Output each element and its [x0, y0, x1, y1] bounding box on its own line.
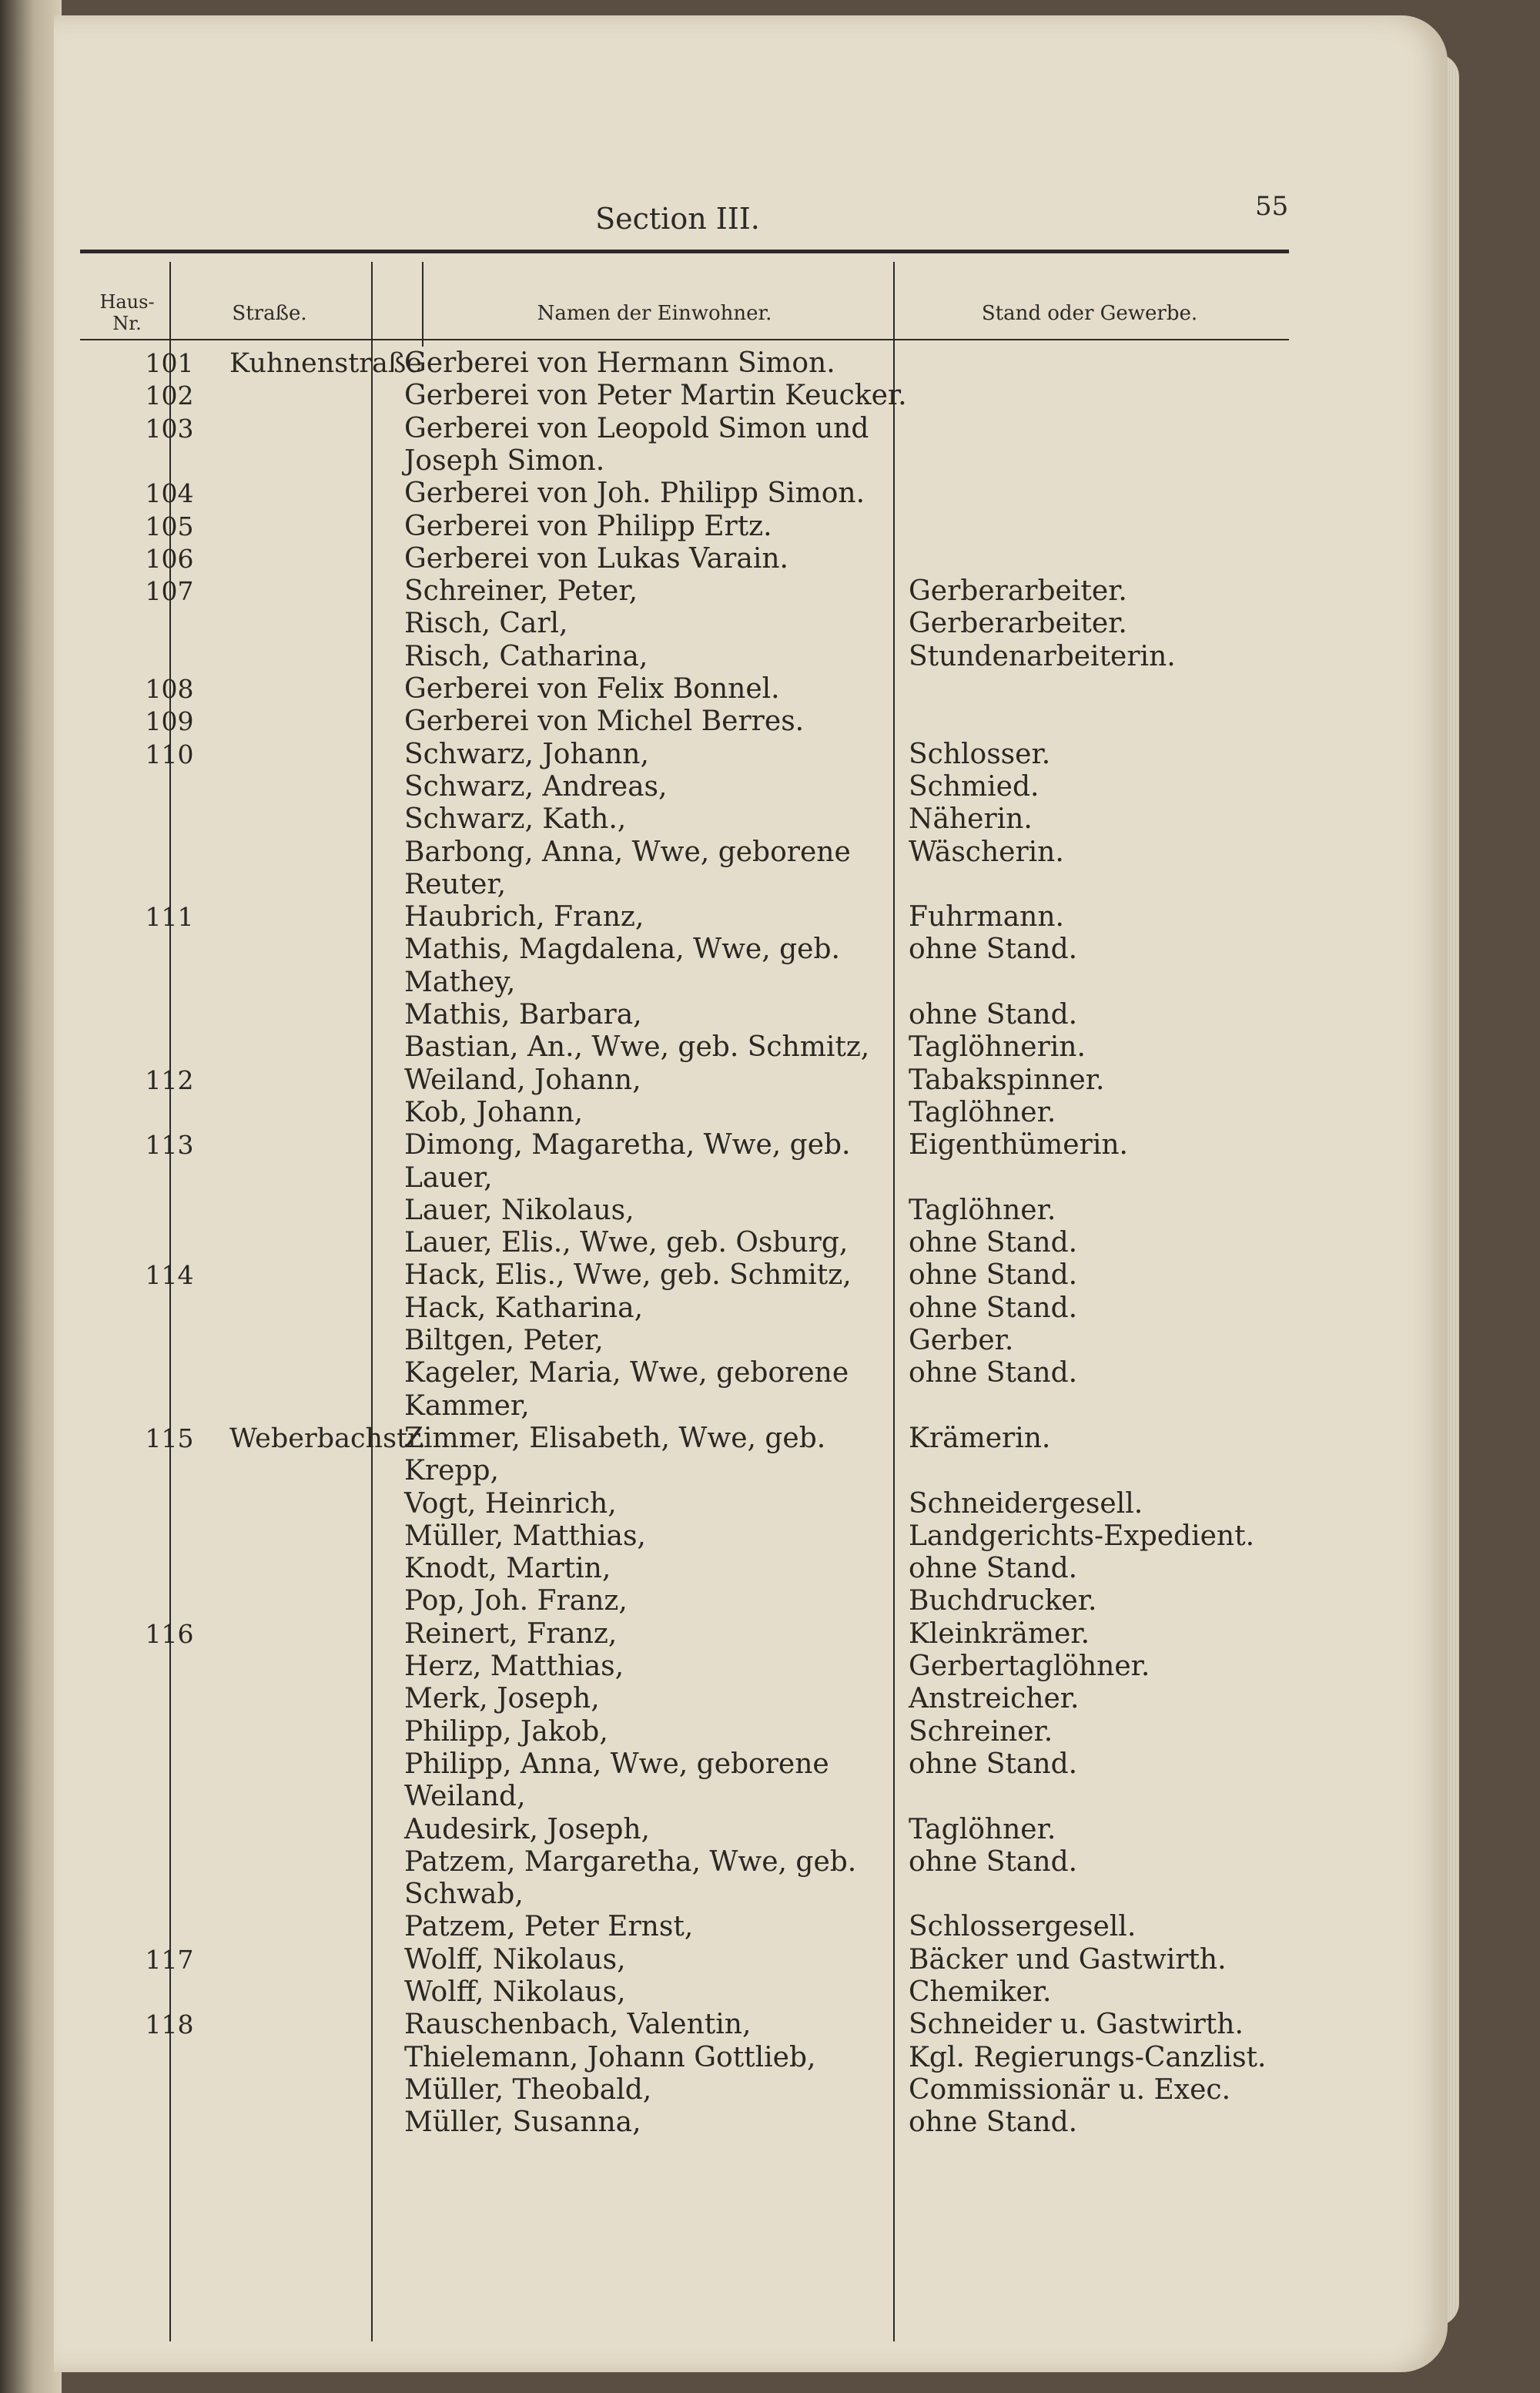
row-stand: Näherin.	[909, 803, 1033, 836]
row-haus-nr: 106	[145, 543, 194, 574]
row-name: Weiland,	[404, 1781, 526, 1813]
row-haus-nr: 112	[145, 1064, 194, 1095]
row-name: Herz, Matthias,	[404, 1651, 624, 1682]
row-name: Lauer, Nikolaus,	[404, 1194, 634, 1226]
row-stand: Taglöhnerin.	[909, 1031, 1086, 1064]
row-haus-nr: 108	[145, 674, 194, 704]
row-name: Patzem, Peter Ernst,	[404, 1911, 694, 1943]
row-name: Biltgen, Peter,	[404, 1325, 604, 1356]
row-name: Joseph Simon.	[404, 444, 605, 477]
row-stand: Buchdrucker.	[909, 1585, 1097, 1617]
row-name: Mathis, Magdalena, Wwe, geb.	[404, 933, 840, 966]
row-haus-nr: 101	[145, 348, 194, 378]
row-name: Barbong, Anna, Wwe, geborene	[404, 836, 851, 868]
row-name: Patzem, Margaretha, Wwe, geb.	[404, 1845, 857, 1878]
row-name: Schreiner, Peter,	[404, 575, 638, 608]
row-stand: Wäscherin.	[909, 836, 1064, 868]
row-name: Gerberei von Felix Bonnel.	[404, 673, 780, 705]
row-name: Schwarz, Andreas,	[404, 770, 668, 803]
row-name: Gerberei von Lukas Varain.	[404, 542, 788, 575]
row-name: Wolff, Nikolaus,	[404, 1943, 626, 1976]
row-name: Dimong, Magaretha, Wwe, geb.	[404, 1129, 851, 1161]
header-stand: Stand oder Gewerbe.	[981, 302, 1198, 325]
row-name: Pop, Joh. Franz,	[404, 1585, 628, 1617]
row-name: Müller, Matthias,	[404, 1520, 646, 1552]
row-haus-nr: 111	[145, 902, 194, 933]
row-stand: Schneidergesell.	[909, 1487, 1143, 1520]
row-stand: Stundenarbeiterin.	[909, 640, 1176, 672]
row-name: Risch, Catharina,	[404, 640, 648, 672]
row-stand: ohne Stand.	[909, 999, 1078, 1031]
row-stand: ohne Stand.	[909, 933, 1078, 966]
row-name: Hack, Katharina,	[404, 1292, 644, 1324]
row-stand: Chemiker.	[909, 1976, 1052, 2008]
row-stand: Gerbertaglöhner.	[909, 1651, 1150, 1682]
header-namen: Namen der Einwohner.	[537, 302, 772, 325]
row-stand: Taglöhner.	[909, 1096, 1056, 1128]
row-name: Reinert, Franz,	[404, 1617, 618, 1650]
row-name: Gerberei von Peter Martin Keucker.	[404, 380, 907, 412]
row-haus-nr: 110	[145, 739, 194, 769]
row-name: Risch, Carl,	[404, 608, 568, 640]
row-stand: Bäcker und Gastwirth.	[909, 1943, 1227, 1976]
row-name: Mathey,	[404, 966, 516, 998]
header-strasse: Straße.	[232, 302, 307, 325]
row-name: Philipp, Jakob,	[404, 1715, 608, 1748]
row-name: Knodt, Martin,	[404, 1553, 611, 1585]
row-haus-nr: 118	[145, 2009, 194, 2040]
row-stand: Landgerichts-Expedient.	[909, 1520, 1255, 1552]
row-strasse: Weberbachstr.	[229, 1423, 427, 1454]
row-name: Lauer,	[404, 1161, 493, 1194]
row-stand: Krämerin.	[909, 1422, 1051, 1454]
row-haus-nr: 116	[145, 1618, 194, 1649]
row-name: Gerberei von Philipp Ertz.	[404, 510, 772, 542]
row-name: Gerberei von Leopold Simon und	[404, 412, 869, 444]
row-haus-nr: 102	[145, 380, 194, 411]
header-haus-nr-label: Haus- Nr.	[99, 291, 155, 334]
row-name: Mathis, Barbara,	[404, 999, 642, 1031]
row-stand: ohne Stand.	[909, 1259, 1078, 1292]
row-stand: Fuhrmann.	[909, 901, 1064, 933]
row-haus-nr: 104	[145, 478, 194, 509]
row-name: Philipp, Anna, Wwe, geborene	[404, 1748, 829, 1780]
row-name: Schwarz, Kath.,	[404, 803, 627, 836]
row-stand: ohne Stand.	[909, 1845, 1078, 1878]
row-name: Rauschenbach, Valentin,	[404, 2009, 752, 2041]
row-stand: Schmied.	[909, 770, 1040, 803]
row-stand: Taglöhner.	[909, 1813, 1056, 1845]
row-stand: ohne Stand.	[909, 1292, 1078, 1324]
row-name: Kob, Johann,	[404, 1096, 584, 1128]
row-stand: Schlosser.	[909, 738, 1051, 770]
row-stand: Gerber.	[909, 1325, 1014, 1356]
row-name: Kageler, Maria, Wwe, geborene	[404, 1357, 849, 1389]
row-stand: Schreiner.	[909, 1715, 1053, 1748]
row-name: Hack, Elis., Wwe, geb. Schmitz,	[404, 1259, 852, 1292]
row-name: Lauer, Elis., Wwe, geb. Osburg,	[404, 1227, 849, 1259]
row-stand: Taglöhner.	[909, 1194, 1056, 1226]
row-haus-nr: 114	[145, 1260, 194, 1291]
section-title: Section III.	[595, 202, 760, 236]
row-name: Gerberei von Michel Berres.	[404, 705, 805, 738]
row-name: Gerberei von Joh. Philipp Simon.	[404, 478, 865, 510]
row-haus-nr: 105	[145, 511, 194, 541]
row-name: Bastian, An., Wwe, geb. Schmitz,	[404, 1031, 870, 1064]
column-divider-namen	[893, 262, 895, 2341]
row-stand: Schlossergesell.	[909, 1911, 1137, 1943]
row-name: Kammer,	[404, 1389, 530, 1422]
row-name: Merk, Joseph,	[404, 1683, 600, 1715]
row-name: Müller, Susanna,	[404, 2106, 641, 2139]
row-name: Krepp,	[404, 1455, 499, 1487]
row-haus-nr: 117	[145, 1944, 194, 1975]
row-name: Weiland, Johann,	[404, 1064, 641, 1096]
row-haus-nr: 113	[145, 1130, 194, 1161]
row-stand: ohne Stand.	[909, 1553, 1078, 1585]
page-number: 55	[1255, 191, 1289, 222]
left-page-edge	[0, 0, 62, 2393]
book-page	[54, 15, 1448, 2372]
row-strasse: Kuhnenstraße	[229, 348, 422, 379]
row-name: Wolff, Nikolaus,	[404, 1976, 626, 2008]
row-stand: ohne Stand.	[909, 2106, 1078, 2139]
column-divider-strasse	[371, 262, 373, 2341]
row-name: Reuter,	[404, 868, 507, 900]
row-stand: Tabakspinner.	[909, 1064, 1105, 1096]
row-name: Schwarz, Johann,	[404, 738, 649, 770]
row-name: Vogt, Heinrich,	[404, 1487, 617, 1520]
header-top-rule	[80, 250, 1289, 253]
row-stand: Gerberarbeiter.	[909, 575, 1127, 608]
row-haus-nr: 109	[145, 706, 194, 737]
row-stand: Kleinkrämer.	[909, 1617, 1090, 1650]
row-stand: Commissionär u. Exec.	[909, 2073, 1231, 2106]
row-name: Müller, Theobald,	[404, 2073, 652, 2106]
row-name: Audesirk, Joseph,	[404, 1813, 650, 1845]
row-name: Gerberei von Hermann Simon.	[404, 347, 835, 379]
row-stand: ohne Stand.	[909, 1357, 1078, 1389]
row-stand: ohne Stand.	[909, 1748, 1078, 1780]
row-haus-nr: 107	[145, 576, 194, 607]
row-stand: Gerberarbeiter.	[909, 608, 1127, 640]
row-stand: Kgl. Regierungs-Canzlist.	[909, 2041, 1267, 2073]
row-stand: Schneider u. Gastwirth.	[909, 2009, 1244, 2041]
row-stand: ohne Stand.	[909, 1227, 1078, 1259]
row-name: Thielemann, Johann Gottlieb,	[404, 2041, 816, 2073]
row-stand: Anstreicher.	[909, 1683, 1080, 1715]
header-haus-nr	[85, 291, 169, 334]
row-haus-nr: 103	[145, 413, 194, 444]
row-stand: Eigenthümerin.	[909, 1129, 1128, 1161]
header-bottom-rule	[80, 339, 1289, 340]
row-name: Schwab,	[404, 1879, 524, 1911]
row-name: Haubrich, Franz,	[404, 901, 644, 933]
row-name: Zimmer, Elisabeth, Wwe, geb.	[404, 1422, 826, 1454]
row-haus-nr: 115	[145, 1423, 194, 1453]
